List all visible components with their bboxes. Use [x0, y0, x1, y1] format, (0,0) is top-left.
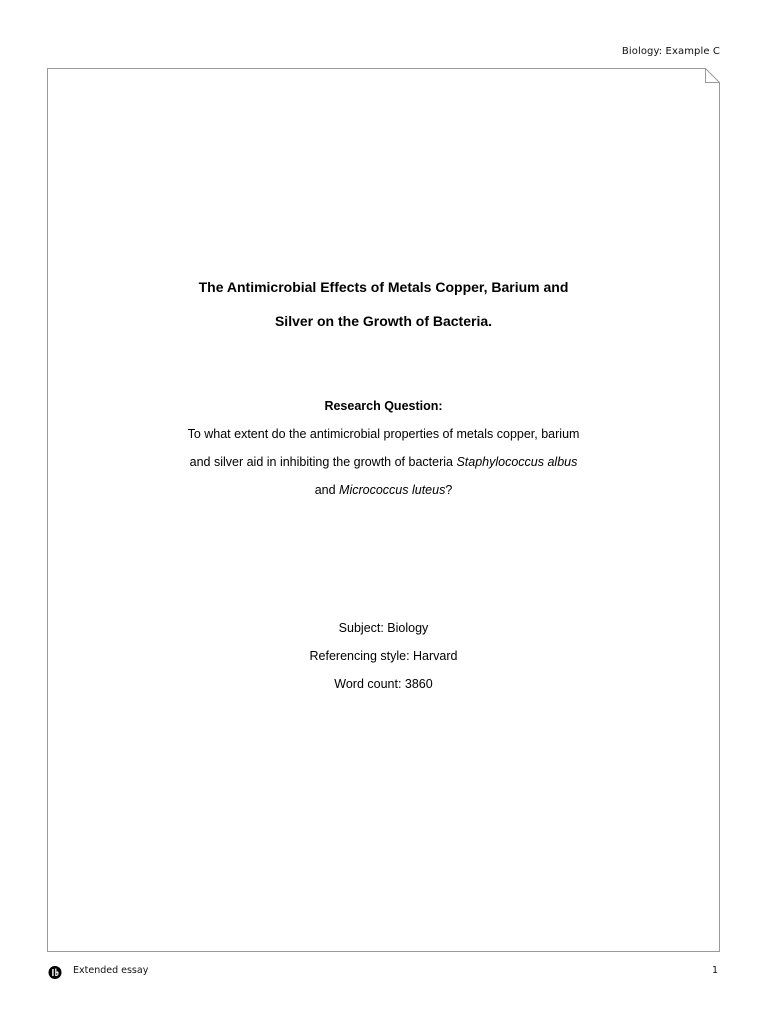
- research-question-heading: Research Question:: [324, 399, 443, 413]
- research-question-line-3: [47, 483, 720, 497]
- research-question-line-2: [47, 455, 720, 469]
- header-label: Biology: Example C: [621, 46, 720, 57]
- referencing-style-line: Referencing style: Harvard: [309, 649, 458, 663]
- research-question-line-3-suffix: ?: [445, 483, 453, 497]
- research-question-line-3-text: and: [314, 483, 340, 497]
- page-border: [47, 68, 720, 952]
- document-title-line-2: Silver on the Growth of Bacteria.: [274, 313, 493, 329]
- page-number: 1: [711, 965, 718, 976]
- document-title-line-1: The Antimicrobial Effects of Metals Copper, Barium and: [198, 279, 569, 295]
- ib-logo-icon: [47, 964, 63, 980]
- page-frame: [47, 68, 720, 952]
- footer-label: Extended essay: [73, 965, 149, 976]
- research-question-line-1: To what extent do the antimicrobial properties of metals copper, barium: [187, 427, 580, 441]
- subject-line: Subject: Biology: [338, 621, 429, 635]
- species-name-staphylococcus: Staphylococcus albus: [456, 455, 578, 469]
- research-question-line-2-text: and silver aid in inhibiting the growth of bacteria: [189, 455, 457, 469]
- species-name-micrococcus: Micrococcus luteus: [339, 483, 446, 497]
- word-count-line: Word count: 3860: [334, 677, 433, 691]
